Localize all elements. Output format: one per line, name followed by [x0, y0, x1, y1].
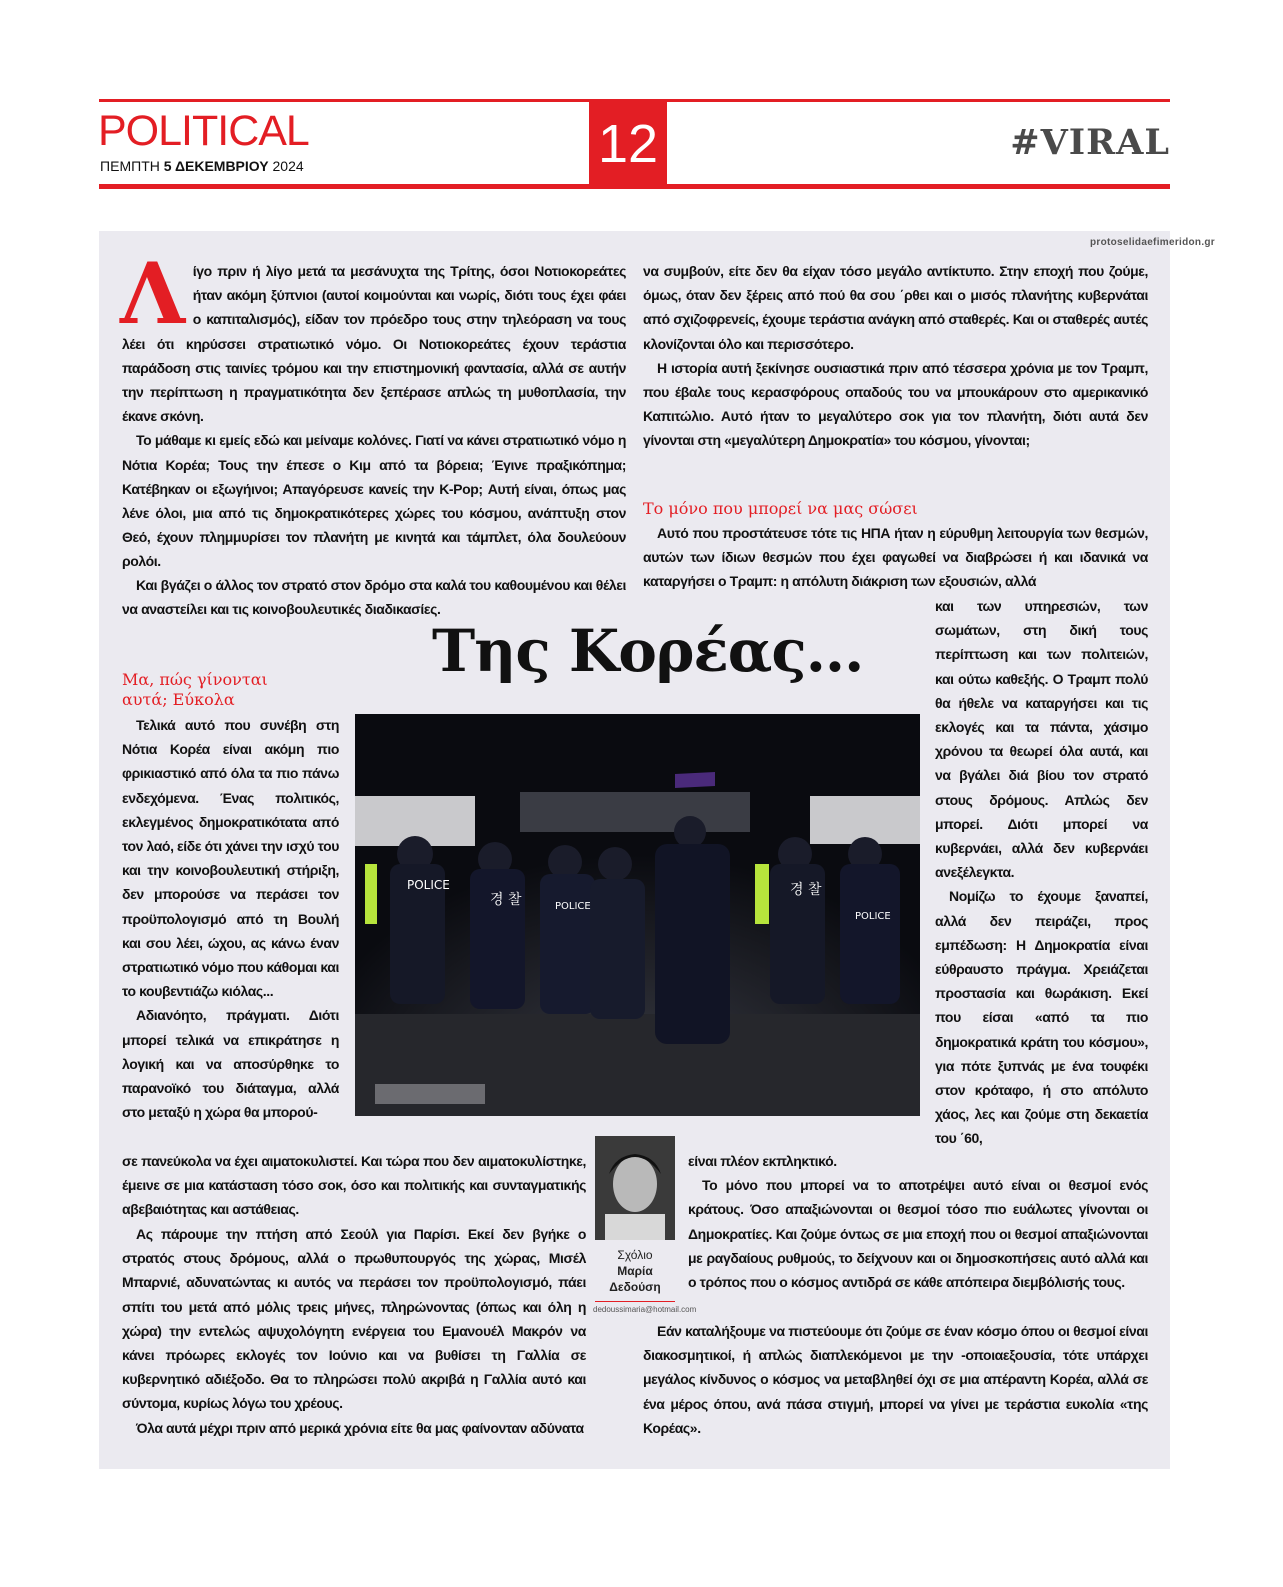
paragraph: Αδιανόητο, πράγματι. Διότι μπορεί τελικά να επικράτησε η λογική και να αποσύρθηκε το παρανοϊκό του διάταγμα, αλλά στο μεταξύ η χώρα θα μπορού-: [122, 1007, 339, 1121]
paragraph: Εάν καταλήξουμε να πιστεύουμε ότι ζούμε σε έναν κόσμο όπου οι θεσμοί είναι διακοσμητικοί, ή απλώς διαπλεκόμενοι με την -οποιαεξουσία, τότε υπάρχει μεγάλος κίνδυνος ο κόσμος να μεταβληθεί όχι σε μια απέραντη Κορέα, αλλά σε ένα μέρος όπου, ανά πάσα στιγμή, μπορεί να γίνει με τεράστια ευκολία «της Κορέας».: [643, 1323, 1148, 1436]
vest-korean-text-2: 경 찰: [790, 882, 822, 898]
vest-police-text: POLICE: [555, 901, 591, 912]
article-photo: [355, 714, 920, 1116]
paragraph: και των υπηρεσιών, των σωμάτων, στη δική τους περίπτωση και των πολιτειών, και ούτω καθεξής. Ο Τραμπ πολύ θα ήθελε να καταργήσει και τις εκλογές και τα πάντα, χάσιμο χρόνου τα θεωρεί όλα αυτά, και να βγάλει διά βίου τον στρατό στους δρόμους. Απλώς δεν μπορεί. Διότι μπορεί να κυβερνάει, αλλά δεν κυβερνάει ανεξέλεγκτα.: [935, 598, 1148, 881]
column-1-bottom-c: [122, 1416, 626, 1440]
author-name-first: Μαρία: [617, 1264, 653, 1278]
date-day-month: 5 ΔΕΚΕΜΒΡΙΟΥ: [163, 158, 269, 174]
section-label: #VIRAL: [1010, 122, 1170, 163]
headline: Της Κορέας...: [432, 617, 864, 685]
paragraph: Το μάθαμε κι εμείς εδώ και μείναμε κολόνες. Γιατί να κάνει στρατιωτικό νόμο η Νότια Κορέα; Τους την έπεσε ο Κιμ από τα βόρεια; Έγινε πραξικόπημα; Κατέβηκαν οι εξωγήινοι; Απαγόρευσε κανείς την K-Pop; Αυτή είναι, όπως μας λένε όλοι, μια από τις δημοκρατικότερες χώρες του κόσμου, ανάπτυξη στον Θεό, έχουν πλημμυρίσει τον πλανήτη με κινητά και τάμπλετ, όλα δουλεύουν ρολόι.: [122, 432, 626, 570]
subhead-2: Το μόνο που μπορεί να μας σώσει: [643, 499, 918, 518]
paragraph: είναι πλέον εκπληκτικό.: [688, 1153, 837, 1169]
column-1-bottom-b: [122, 1222, 586, 1416]
paragraph: Το μόνο που μπορεί να το αποτρέψει αυτό είναι οι θεσμοί ενός κράτους. Όσο απαξιώνονται οι θεσμοί τόσο πιο ευάλωτες γίνονται οι Δημοκρατίες. Και ζούμε όντως σε μια εποχή που οι θεσμοί απαξιώνονται με ραγδαίους ρυθμούς, το δείχνουν και οι δημοσκοπήσεις αυτό αλλά και ο τρόπος που ο κόσμος αντιδρά σε κάθε απόπειρα διεμβόλισής τους.: [688, 1177, 1148, 1291]
brand-title: POLITICAL: [98, 107, 309, 155]
author-name-last: Δεδούση: [609, 1280, 661, 1294]
paragraph: ίγο πριν ή λίγο μετά τα μεσάνυχτα της Τρίτης, όσοι Νοτιοκορεάτες ήταν ακόμη ξύπνιοι (αυτοί κοιμούνται και νωρίς, διότι τους έχει φάει ο καπιταλισμός), είδαν τον πρόεδρο τους στην τηλεόραση να τους λέει ότι κηρύσσει στρατιωτικό νόμο. Οι Νοτιοκορεάτες έχουν τεράστια παράδοση στις ταινίες τρόμου και την επιστημονική φαντασία, αλλά σε αυτήν την περίπτωση η πραγματικότητα δεν ξεπέρασε απλώς τη μυθοπλασία, την έκανε σκόνη.: [122, 263, 626, 425]
weekday: ΠΕΜΠΤΗ: [100, 158, 160, 174]
paragraph: σε πανεύκολα να έχει αιματοκυλιστεί. Και τώρα που δεν αιματοκυλίστηκε, έμεινε σε μια κατάσταση τόσο σοκ, όσο και πολιτικής και συνταγματικής αβεβαιότητας και αστάθειας.: [122, 1153, 586, 1218]
paragraph: Όλα αυτά μέχρι πριν από μερικά χρόνια είτε θα μας φαίνονταν αδύνατα: [136, 1420, 584, 1436]
police-crowd-image: [355, 714, 920, 1116]
vest-korean-text: 경 찰: [490, 892, 522, 908]
author-divider: [595, 1301, 675, 1302]
drop-cap: Λ: [120, 244, 185, 343]
vest-label: POLICE: [407, 878, 450, 892]
paragraph: Αυτό που προστάτευσε τότε τις ΗΠΑ ήταν η εύρυθμη λειτουργία των θεσμών, αυτών των ίδιων θεσμών που έχει φαγωθεί να διαβρώσει ή και ιδανικά να καταργήσει ο Τραμπ: η απόλυτη διάκριση των εξουσιών, αλλά: [643, 525, 1148, 590]
page-number: 12: [589, 99, 667, 189]
source-watermark: protoselidaefimeridon.gr: [1090, 237, 1215, 248]
column-2-bottom-a: [688, 1149, 1148, 1294]
column-2-bottom-b: [643, 1319, 1148, 1440]
column-2-wide: [643, 521, 1148, 594]
column-2-top: [643, 259, 1148, 453]
author-credit: [590, 1247, 680, 1295]
column-1-para: [122, 573, 626, 621]
author-email[interactable]: dedoussimaria@hotmail.com: [593, 1305, 697, 1314]
paragraph: να συμβούν, είτε δεν θα είχαν τόσο μεγάλο αντίκτυπο. Στην εποχή που ζούμε, όμως, όταν δεν ξέρεις από πού θα σου ΄ρθει και ο μισός πλανήτης κυβερνάται από σχιζοφρενείς, έχουμε τεράστια ανάγκη από σταθερές. Και οι σταθερές αυτές κλονίζονται όλο και περισσότερο.: [643, 263, 1148, 352]
paragraph: Ας πάρουμε την πτήση από Σεούλ για Παρίσι. Εκεί δεν βγήκε ο στρατός στους δρόμους, αλλά ο πρωθυπουργός της χώρας, Μισέλ Μπαρνιέ, αδυνατώντας κι αυτός να περάσει τον προϋπολογισμό, πάει σπίτι του μετά από μόλις τρεις μήνες, πληρώνοντας (όπως και όλη η χώρα) την εντελώς αψυχολόγητη ενέργεια του Εμανουέλ Μακρόν να κάνει πρόωρες εκλογές τον Ιούνιο και να βυθίσει τη Γαλλία σε κυβερνητικό αδιέξοδο. Θα το πληρώσει πολύ ακριβά η Γαλλία αυτό και σύντομα, κυρίως λόγω του χρέους.: [122, 1226, 586, 1412]
paragraph: Η ιστορία αυτή ξεκίνησε ουσιαστικά πριν από τέσσερα χρόνια με τον Τραμπ, που έβαλε τους κερασφόρους οπαδούς του να μπουκάρουν στο αμερικανικό Καπιτώλιο. Αυτό ήταν το μεγαλύτερο σοκ για τον πλανήτη, διότι αυτά δεν γίνονται στη «μεγαλύτερη Δημοκρατία» του κόσμου, γίνονται;: [643, 359, 1148, 449]
author-label: Σχόλιο: [617, 1248, 653, 1262]
issue-date: [100, 157, 304, 175]
paragraph: Νομίζω το έχουμε ξαναπεί, αλλά δεν πειράζει, προς εμπέδωση: Η Δημοκρατία είναι εύθραυστο πράγμα. Χρειάζεται προστασία και θωράκιση. Εκεί που είσαι «από τα πιο δημοκρατικά κράτη του κόσμου», για πότε ξυπνάς με ένα τουφέκι στον κρόταφο, ή στο απόλυτο χάος, λες και ζούμε στη δεκαετία του ΄60,: [935, 888, 1148, 1147]
subhead-1: Μα, πώς γίνονται αυτά; Εύκολα: [122, 670, 268, 709]
author-avatar: [595, 1136, 675, 1240]
paragraph: Και βγάζει ο άλλος τον στρατό στον δρόμο στα καλά του καθουμένου και θέλει να αναστείλει και τις κοινοβουλευτικές διαδικασίες.: [122, 577, 626, 618]
column-1-bottom-a: [122, 1149, 586, 1222]
column-1-narrow: [122, 713, 339, 1124]
column-2-narrow: [935, 594, 1148, 1151]
column-1-intro: [120, 244, 626, 574]
date-year: 2024: [272, 158, 304, 174]
header-bottom-rule: [99, 184, 1170, 189]
paragraph: Τελικά αυτό που συνέβη στη Νότια Κορέα είναι ακόμη πιο φρικιαστικό από όλα τα πιο πάνω ενδεχόμενα. Ένας πολιτικός, εκλεγμένος δημοκρατικότατα από τον λαό, είδε ότι χάνει την ισχύ του και την κοινοβουλευτική στήριξη, δεν μπορούσε να περάσει τον προϋπολογισμό από τη Βουλή και σου λέει, ώχου, ας κάνω έναν στρατιωτικό νόμο που κάθομαι και το κουβεντιάζω κιόλας...: [122, 717, 339, 1000]
vest-police-text-2: POLICE: [855, 911, 891, 922]
